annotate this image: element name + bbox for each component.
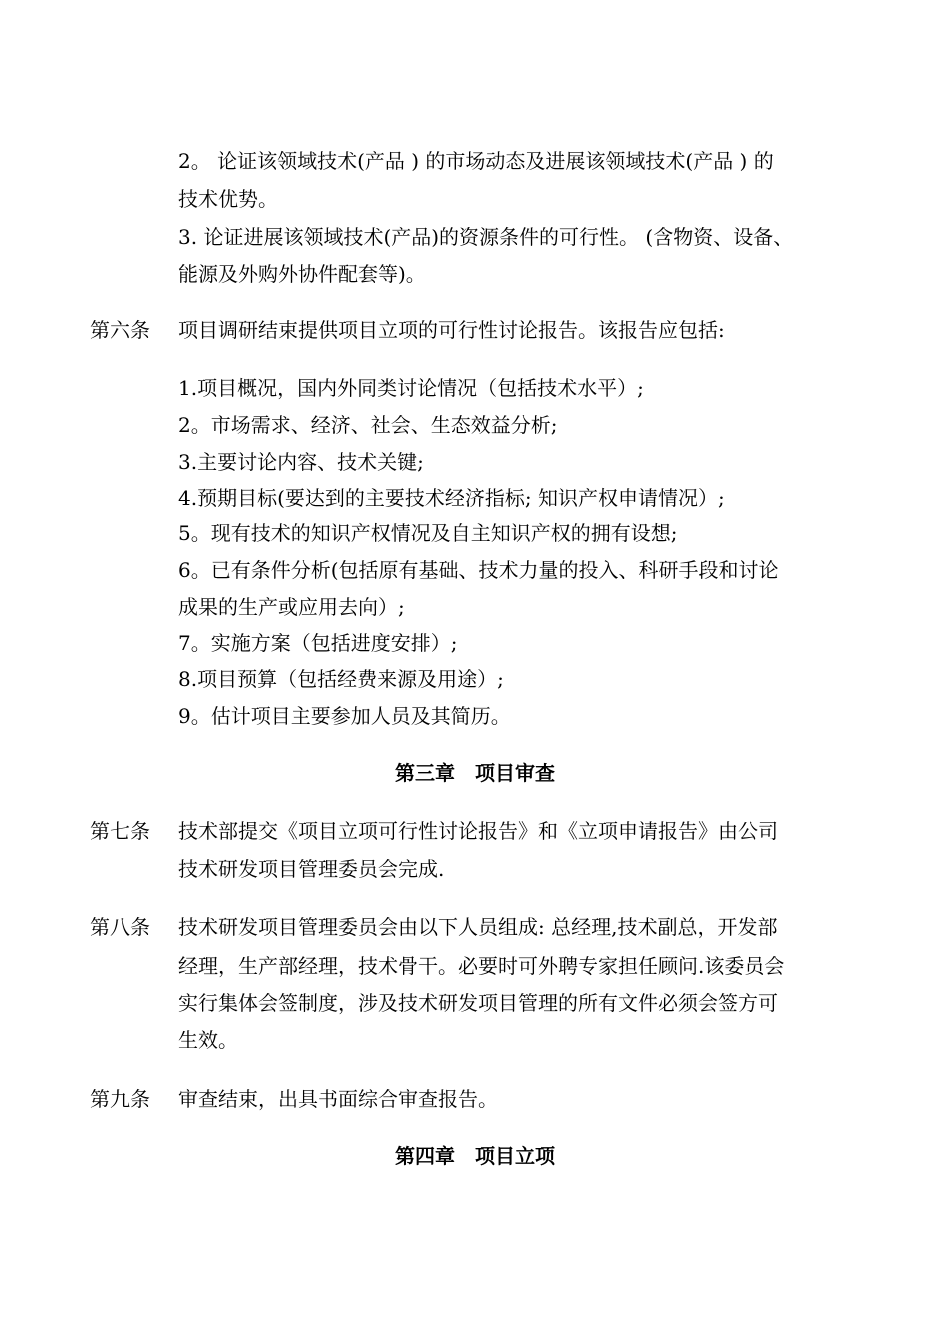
article-8-line-2: 经理，生产部经理，技术骨干。必要时可外聘专家担任顾问.该委员会 — [178, 954, 785, 978]
article-8-line-3: 实行集体会签制度，涉及技术研发项目管理的所有文件必须会签方可 — [178, 991, 778, 1015]
article-6-item-6: 6。已有条件分析(包括原有基础、技术力量的投入、科研手段和讨论 — [178, 558, 779, 582]
item-3-line-2: 能源及外购外协件配套等)。 — [178, 262, 426, 286]
article-8-line-1: 技术研发项目管理委员会由以下人员组成: 总经理,技术副总，开发部 — [178, 915, 778, 939]
article-6-item-4: 4.预期目标(要达到的主要技术经济指标; 知识产权申请情况）; — [178, 486, 725, 510]
item-2-line-2: 技术优势。 — [178, 187, 278, 211]
article-7-label: 第七条 — [90, 819, 150, 843]
article-6-item-7: 7。实施方案（包括进度安排）; — [178, 631, 458, 655]
article-6-item-9: 9。估计项目主要参加人员及其简历。 — [178, 704, 511, 728]
article-6-item-6-cont: 成果的生产或应用去向）; — [178, 595, 405, 619]
article-6-item-8: 8.项目预算（包括经费来源及用途）; — [178, 667, 504, 691]
chapter-4-title: 第四章 项目立项 — [395, 1144, 555, 1168]
item-3-line-1: 3. 论证进展该领域技术(产品)的资源条件的可行性。 (含物资、设备、 — [178, 225, 794, 249]
article-8-line-4: 生效。 — [178, 1028, 238, 1052]
article-6-item-1: 1.项目概况，国内外同类讨论情况（包括技术水平）; — [178, 376, 644, 400]
article-6-item-5: 5。现有技术的知识产权情况及自主知识产权的拥有设想; — [178, 521, 678, 545]
article-6-item-2: 2。市场需求、经济、社会、生态效益分析; — [178, 413, 558, 437]
article-9-label: 第九条 — [90, 1087, 150, 1111]
article-9-text: 审查结束，出具书面综合审查报告。 — [178, 1087, 498, 1111]
article-6-intro: 项目调研结束提供项目立项的可行性讨论报告。该报告应包括: — [178, 318, 725, 342]
article-8-label: 第八条 — [90, 915, 150, 939]
chapter-3-title: 第三章 项目审查 — [395, 761, 555, 785]
article-7-line-1: 技术部提交《项目立项可行性讨论报告》和《立项申请报告》由公司 — [178, 819, 778, 843]
item-2-line-1: 2。 论证该领域技术(产品 ) 的市场动态及进展该领域技术(产品 ) 的 — [178, 149, 774, 173]
article-7-line-2: 技术研发项目管理委员会完成. — [178, 857, 445, 881]
article-6-item-3: 3.主要讨论内容、技术关键; — [178, 450, 424, 474]
article-6-label: 第六条 — [90, 318, 150, 342]
